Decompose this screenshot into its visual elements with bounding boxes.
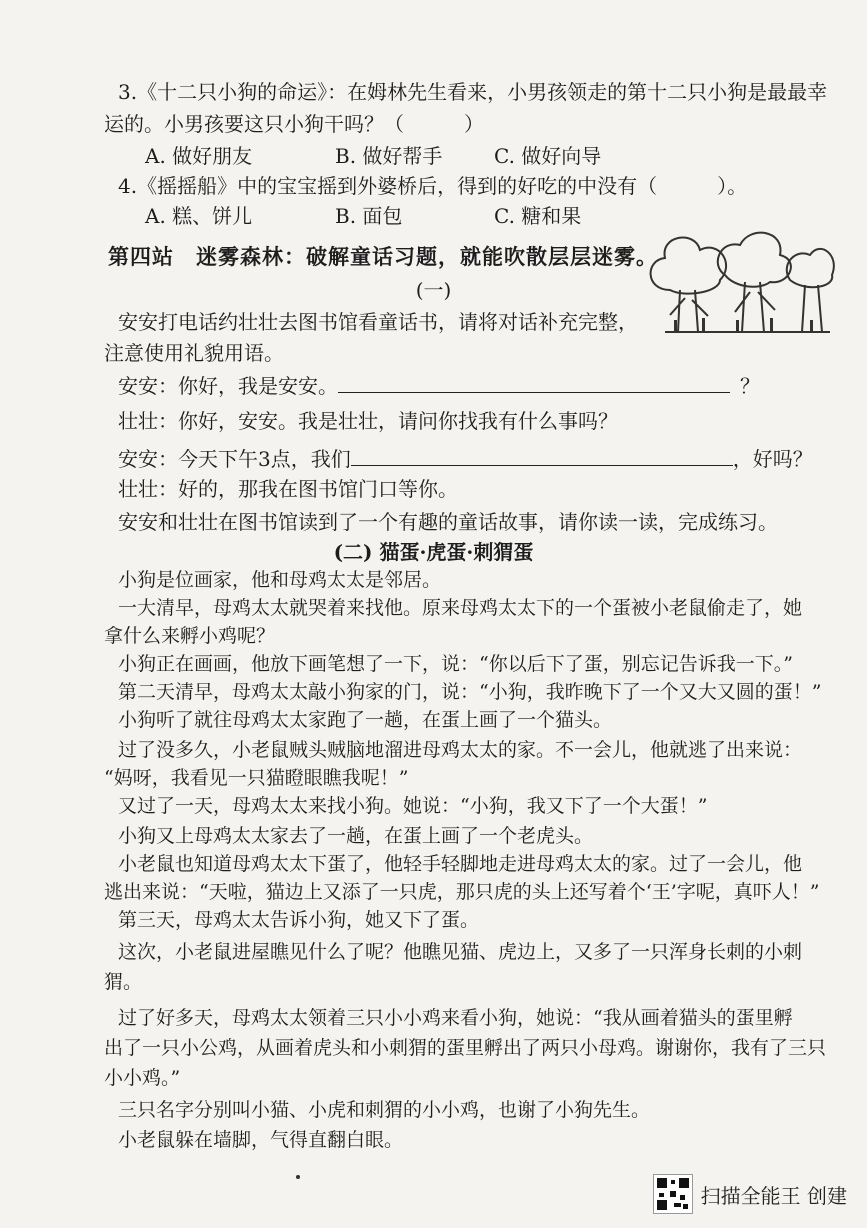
story-line: 小狗听了就往母鸡太太家跑了一趟，在蛋上画了一个猫头。: [118, 709, 613, 731]
answer-blank-2[interactable]: [351, 445, 733, 466]
part1-intro-line2: 注意使用礼貌用语。: [104, 341, 284, 365]
q3-option-c: C. 做好向导: [494, 144, 602, 168]
story-line: 一大清早，母鸡太太就哭着来找他。原来母鸡太太下的一个蛋被小老鼠偷走了，她: [118, 597, 803, 619]
stray-mark: [296, 1175, 300, 1179]
dialogue-anan-1-end: ？: [740, 374, 760, 398]
story-line: 出了一只小公鸡，从画着虎头和小刺猬的蛋里孵出了两只小母鸡。谢谢你，我有了三只: [104, 1037, 827, 1059]
q3-option-b: B. 做好帮手: [335, 144, 443, 168]
story-line: 小老鼠躲在墙脚，气得直翻白眼。: [118, 1129, 404, 1151]
station4-title: 第四站 迷雾森林：破解童话习题，就能吹散层层迷雾。: [108, 244, 658, 269]
dialogue-anan-2: [118, 445, 813, 473]
story-line: 这次，小老鼠进屋瞧见什么了呢？他瞧见猫、虎边上，又多了一只浑身长刺的小刺: [118, 941, 803, 963]
story-line: 过了好多天，母鸡太太领着三只小小鸡来看小狗，她说：“我从画着猫头的蛋里孵: [118, 1007, 793, 1029]
story-line: 小狗正在画画，他放下画笔想了一下，说：“你以后下了蛋，别忘记告诉我一下。”: [118, 653, 793, 675]
q4-option-b: B. 面包: [335, 204, 403, 228]
dialogue-zhuangzhuang-2: 壮壮：好的，那我在图书馆门口等你。: [118, 477, 458, 501]
dialogue-anan-2-end: ，好吗？: [732, 447, 813, 471]
q3-line2: 运的。小男孩要这只小狗干吗？（ ）: [104, 112, 484, 136]
story-line: 过了没多久，小老鼠贼头贼脑地溜进母鸡太太的家。不一会儿，他就逃了出来说：: [118, 739, 803, 761]
qr-code-icon: [653, 1174, 693, 1214]
answer-blank-1[interactable]: [338, 372, 730, 393]
scanner-watermark: [653, 1174, 847, 1214]
story-line: 三只名字分别叫小猫、小虎和刺猬的小小鸡，也谢了小狗先生。: [118, 1099, 651, 1121]
story-line: “妈呀，我看见一只猫瞪眼瞧我呢！”: [104, 767, 409, 789]
q4-option-c: C. 糖和果: [494, 204, 582, 228]
part1-label: (一): [415, 278, 452, 302]
story-line: 逃出来说：“天啦，猫边上又添了一只虎，那只虎的头上还写着个‘王’字呢，真吓人！”: [104, 881, 820, 903]
story-line: 小狗又上母鸡太太家去了一趟，在蛋上画了一个老虎头。: [118, 825, 594, 847]
q3-option-a: A. 做好朋友: [145, 144, 253, 168]
dialogue-anan-2-text: 安安：今天下午3点，我们: [118, 447, 351, 471]
story-line: 小小鸡。”: [104, 1067, 181, 1089]
part1-outro: 安安和壮壮在图书馆读到了一个有趣的童话故事，请你读一读，完成练习。: [118, 510, 778, 534]
q4-line1: 4.《摇摇船》中的宝宝摇到外婆桥后，得到的好吃的中没有（ ）。: [118, 174, 748, 198]
dialogue-zhuangzhuang-1: 壮壮：你好，安安。我是壮壮，请问你找我有什么事吗？: [118, 409, 618, 433]
dialogue-anan-1-text: 安安：你好，我是安安。: [118, 374, 338, 398]
story-line: 小狗是位画家，他和母鸡太太是邻居。: [118, 569, 442, 591]
story-line: 又过了一天，母鸡太太来找小狗。她说：“小狗，我又下了一个大蛋！”: [118, 795, 708, 817]
watermark-text: 扫描全能王 创建: [700, 1183, 847, 1208]
q3-line1: 3.《十二只小狗的命运》：在姆林先生看来，小男孩领走的第十二只小狗是最最幸: [118, 80, 828, 104]
story-line: 第三天，母鸡太太告诉小狗，她又下了蛋。: [118, 909, 480, 931]
story-line: 小老鼠也知道母鸡太太下蛋了，他轻手轻脚地走进母鸡太太的家。过了一会儿，他: [118, 853, 803, 875]
story-line: 第二天清早，母鸡太太敲小狗家的门，说：“小狗，我昨晚下了一个又大又圆的蛋！”: [118, 681, 822, 703]
story-title: (二) 猫蛋·虎蛋·刺猬蛋: [333, 540, 534, 564]
story-line: 猬。: [104, 971, 143, 993]
story-line: 拿什么来孵小鸡呢？: [104, 625, 276, 647]
q4-option-a: A. 糕、饼儿: [145, 204, 253, 228]
part1-intro-line1: 安安打电话约壮壮去图书馆看童话书，请将对话补充完整，: [118, 310, 638, 334]
dialogue-anan-1: [118, 372, 760, 400]
